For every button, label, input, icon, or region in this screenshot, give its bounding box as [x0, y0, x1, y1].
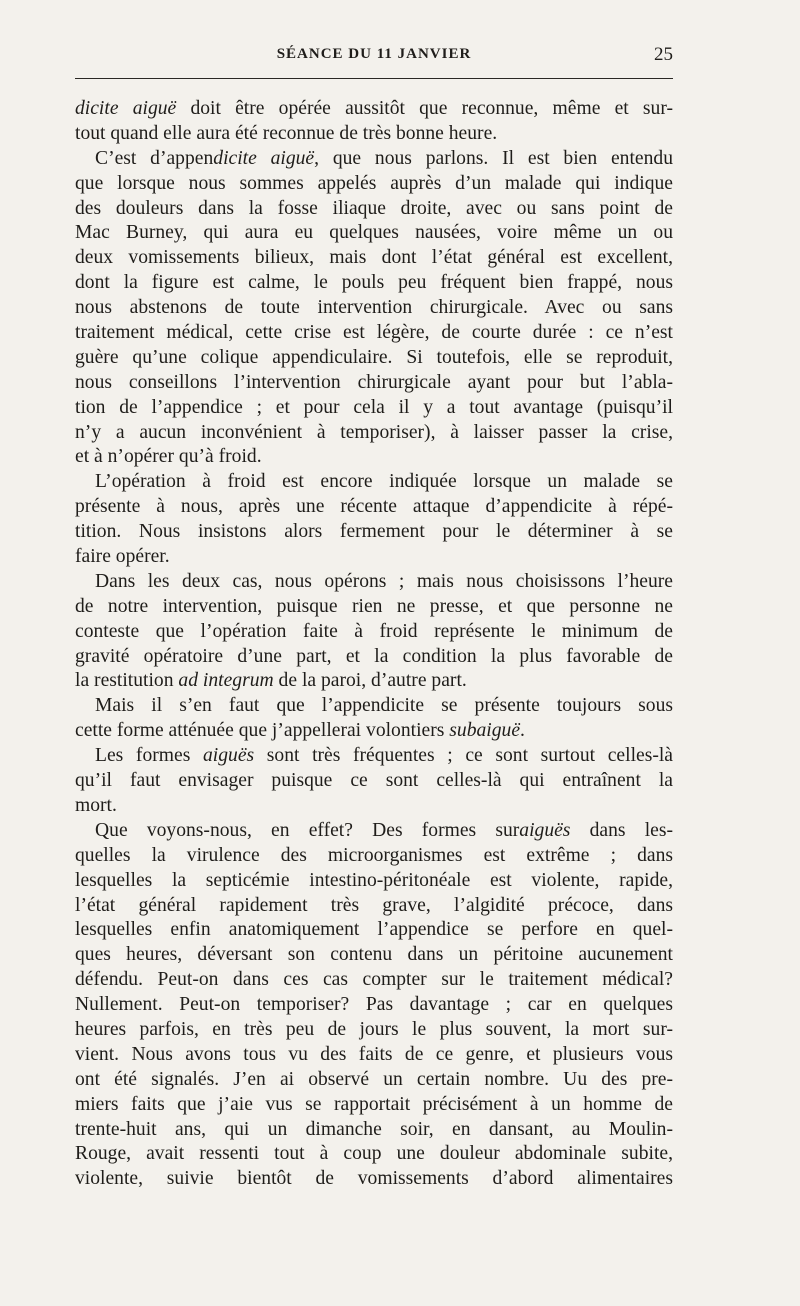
- text-line: violente, suivie bientôt de vomissements d’abord alimentaires: [75, 1168, 673, 1190]
- text-line: dicite aiguë doit être opérée aussitôt que reconnue, même et sur-: [75, 98, 673, 119]
- text-line: deux vomissements bilieux, mais dont l’état général est excellent,: [75, 247, 673, 269]
- text-line: vient. Nous avons tous vu des faits de ce genre, et plusieurs vous: [75, 1043, 673, 1065]
- text-line: tion de l’appendice ; et pour cela il y a tout avantage (puisqu’il: [75, 396, 673, 418]
- text-line: Rouge, avait ressenti tout à coup une douleur abdominale subite,: [75, 1143, 673, 1165]
- page-number: 25: [654, 44, 673, 65]
- text-line: lesquelles enfin anatomiquement l’appendice se perfore en quel-: [75, 919, 673, 941]
- text-line: quelles la virulence des microorganismes est extrême ; dans: [75, 844, 673, 866]
- page-header: [75, 46, 673, 68]
- text-line: et à n’opérer qu’à froid.: [75, 446, 262, 468]
- text-line: heures parfois, en très peu de jours le plus souvent, la mort sur-: [75, 1018, 673, 1040]
- text-line: défendu. Peut-on dans ces cas compter sur le traitement médical?: [75, 969, 673, 991]
- text-line: Que voyons-nous, en effet? Des formes suraiguës dans les-: [95, 819, 673, 841]
- text-line: l’état général rapidement très grave, l’algidité précoce, dans: [75, 894, 673, 916]
- text-line: nous abstenons de toute intervention chirurgicale. Avec ou sans: [75, 297, 673, 319]
- text-line: tout quand elle aura été reconnue de très bonne heure.: [75, 122, 498, 144]
- text-line: la restitution ad integrum de la paroi, d’autre part.: [75, 670, 467, 692]
- text-line: présente à nous, après une récente attaque d’appendicite à répé-: [75, 496, 673, 518]
- text-line: trente-huit ans, qui un dimanche soir, en dansant, au Moulin-: [75, 1118, 673, 1140]
- text-line: nous conseillons l’intervention chirurgicale ayant pour but l’abla-: [75, 371, 673, 393]
- text-line: Nullement. Peut-on temporiser? Pas davantage ; car en quelques: [75, 994, 673, 1016]
- text-line: tition. Nous insistons alors fermement pour le déterminer à se: [75, 521, 673, 543]
- text-line: gravité opératoire d’une part, et la condition la plus favorable de: [75, 645, 673, 667]
- text-line: conteste que l’opération faite à froid représente le minimum de: [75, 620, 673, 642]
- text-line: guère qu’une colique appendiculaire. Si toutefois, elle se reproduit,: [75, 346, 673, 368]
- text-line: qu’il faut envisager puisque ce sont celles-là qui entraînent la: [75, 770, 673, 792]
- text-line: L’opération à froid est encore indiquée lorsque un malade se: [95, 471, 673, 493]
- body-text: [75, 97, 673, 1192]
- header-rule: [75, 78, 673, 79]
- text-line: de notre intervention, puisque rien ne presse, et que personne ne: [75, 595, 673, 617]
- text-line: Mac Burney, qui aura eu quelques nausées, voire même un ou: [75, 222, 673, 244]
- text-line: Dans les deux cas, nous opérons ; mais nous choisissons l’heure: [95, 570, 673, 592]
- text-line: miers faits que j’aie vus se rapportait précisément à un homme de: [75, 1093, 673, 1115]
- text-line: faire opérer.: [75, 546, 170, 568]
- text-line: Mais il s’en faut que l’appendicite se présente toujours sous: [95, 695, 673, 717]
- text-line: dont la figure est calme, le pouls peu fréquent bien frappé, nous: [75, 272, 673, 294]
- text-line: que lorsque nous sommes appelés auprès d’un malade qui indique: [75, 172, 673, 194]
- text-line: C’est d’appendicite aiguë, que nous parlons. Il est bien entendu: [95, 147, 673, 169]
- text-line: mort.: [75, 794, 117, 816]
- text-line: ques heures, déversant son contenu dans un péritoine aucunement: [75, 944, 673, 966]
- text-line: traitement médical, cette crise est légère, de courte durée : ce n’est: [75, 322, 673, 344]
- text-line: cette forme atténuée que j’appellerai volontiers subaiguë.: [75, 720, 525, 742]
- text-line: ont été signalés. J’en ai observé un certain nombre. Uu des pre-: [75, 1068, 673, 1090]
- text-line: des douleurs dans la fosse iliaque droite, avec ou sans point de: [75, 197, 673, 219]
- text-line: n’y a aucun inconvénient à temporiser), à laisser passer la crise,: [75, 421, 673, 443]
- text-line: Les formes aiguës sont très fréquentes ; ce sont surtout celles-là: [95, 745, 674, 767]
- running-title: SÉANCE DU 11 JANVIER: [276, 46, 472, 62]
- text-line: lesquelles la septicémie intestino-péritonéale est violente, rapide,: [75, 869, 673, 891]
